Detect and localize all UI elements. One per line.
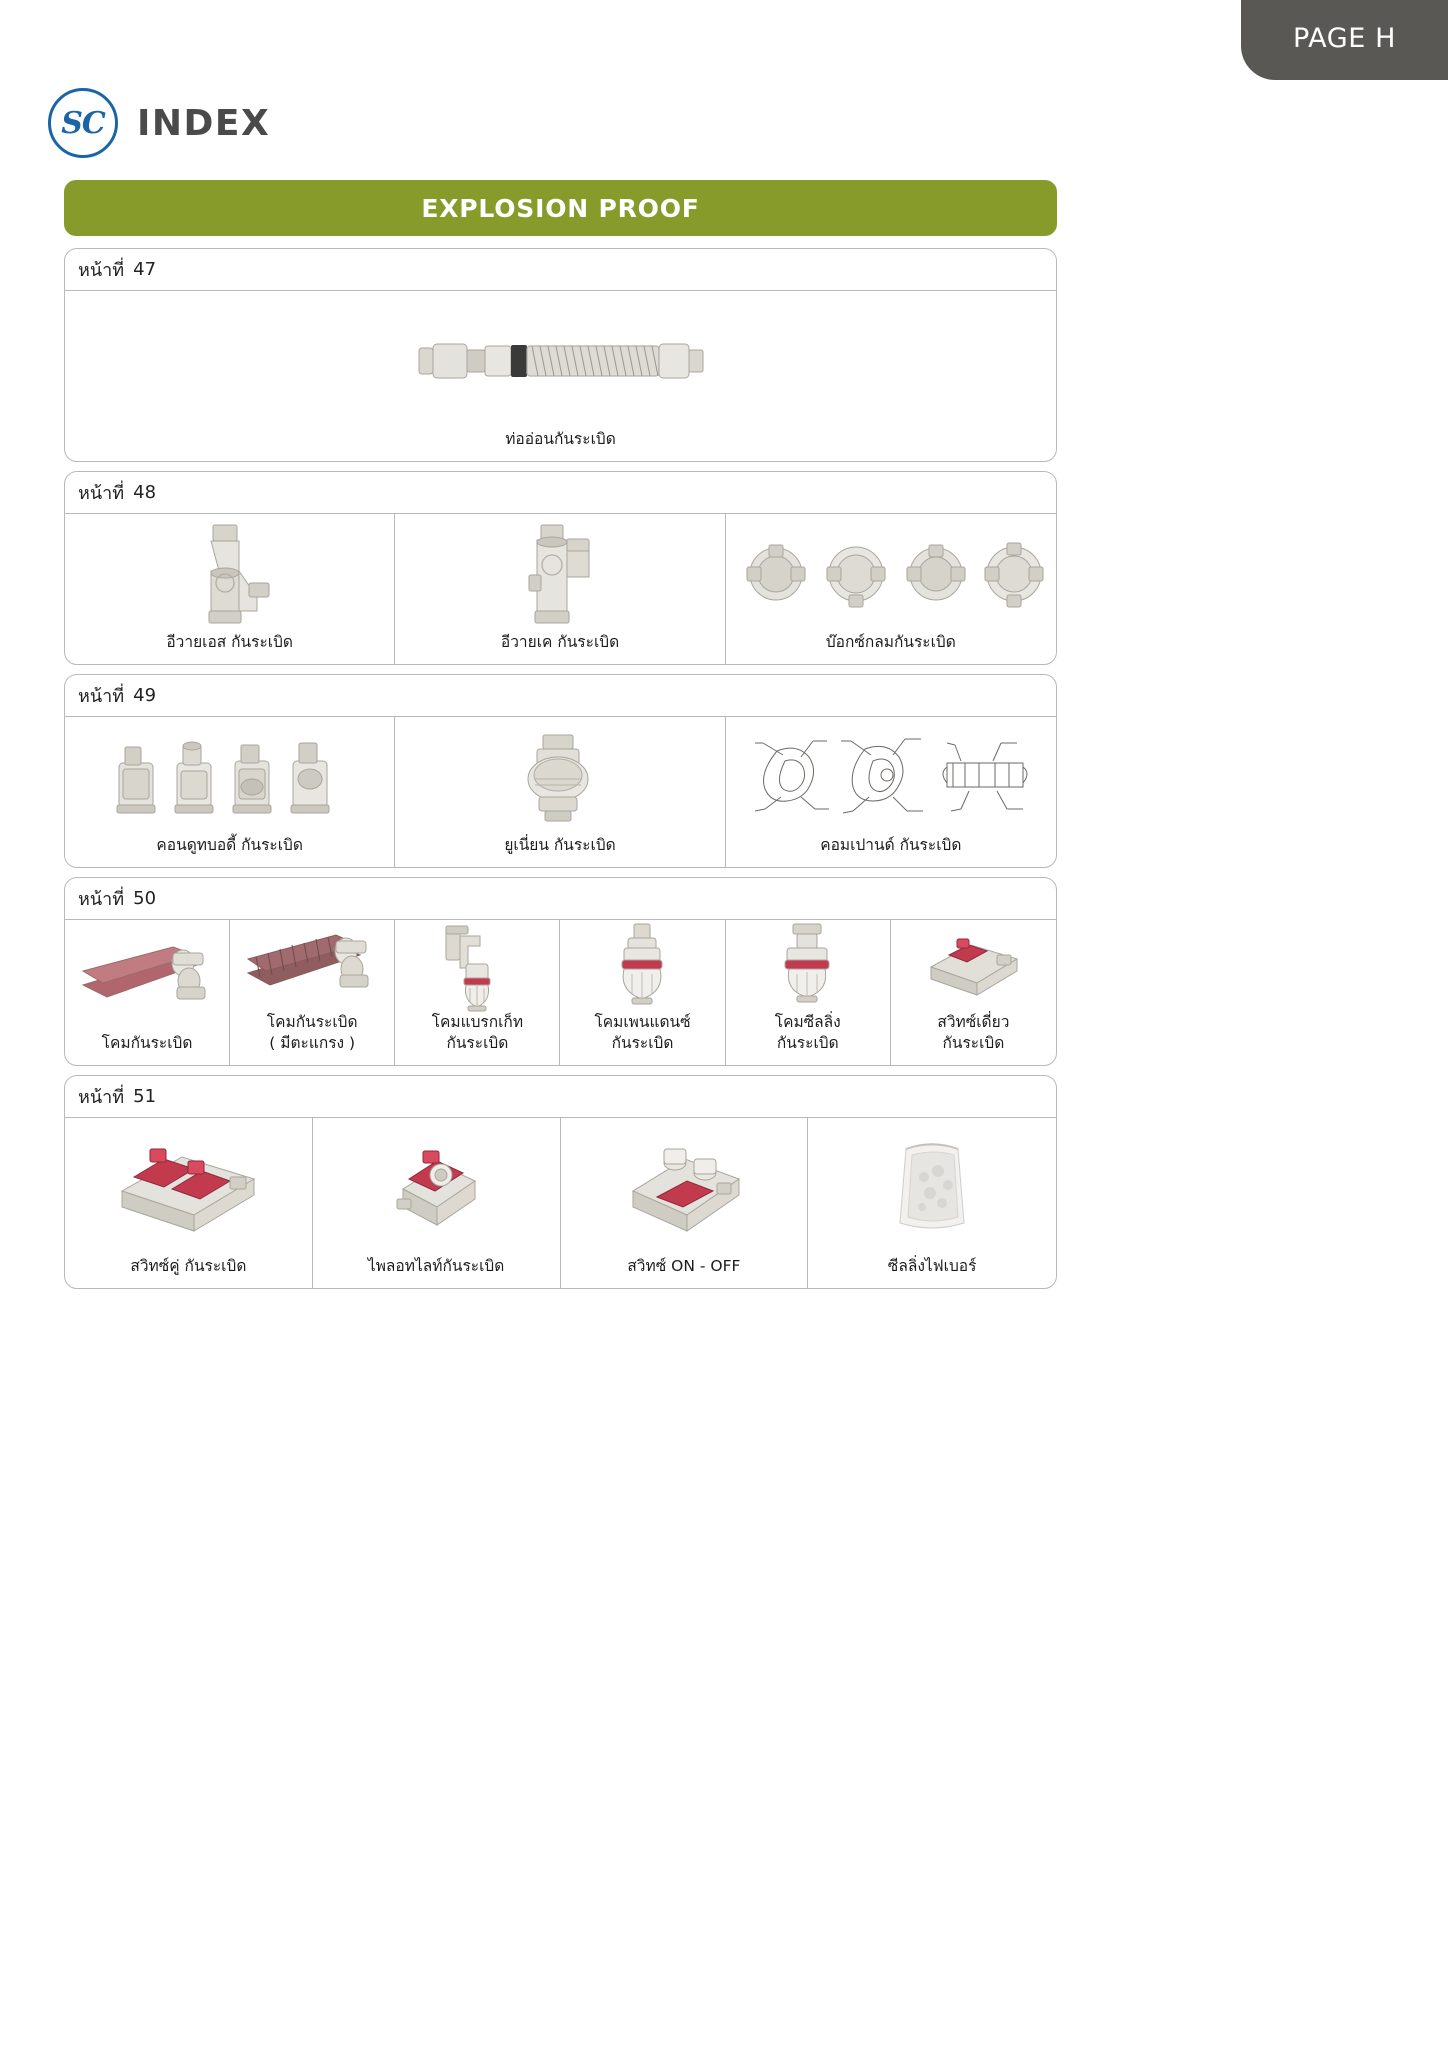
- card-grid-48: [65, 513, 1056, 664]
- page-title: INDEX: [137, 102, 271, 144]
- card-label-number: 48: [133, 482, 157, 503]
- product-cell[interactable]: [726, 717, 1056, 867]
- product-cell[interactable]: [65, 717, 395, 867]
- product-caption-line1: ยูเนี่ยน กันระเบิด: [504, 835, 616, 854]
- page-tab-label: PAGE H: [1292, 22, 1397, 54]
- eys-fitting-icon: [69, 522, 390, 626]
- product-caption: [102, 1033, 193, 1053]
- product-caption-line1: โคมกันระเบิด: [266, 1013, 358, 1032]
- index-card-50: [64, 877, 1057, 1066]
- product-cell[interactable]: [65, 514, 395, 664]
- card-label-prefix: หน้าที่: [78, 686, 125, 707]
- page-header: [48, 88, 270, 158]
- card-label-51: [65, 1076, 1056, 1117]
- product-caption: [820, 835, 961, 855]
- product-cell[interactable]: [313, 1118, 561, 1288]
- index-card-47: [64, 248, 1057, 462]
- product-caption-line1: ไพลอทไลท์กันระเบิด: [367, 1256, 505, 1275]
- ex-onoff-switch-icon: [565, 1126, 804, 1250]
- product-caption-line1: สวิทซ์ ON - OFF: [627, 1256, 741, 1275]
- product-cell[interactable]: [65, 920, 230, 1065]
- ex-fluorescent-light-guard-icon: [234, 928, 390, 1006]
- index-card-list: [64, 248, 1057, 1298]
- product-caption: [504, 835, 615, 855]
- card-label-number: 51: [133, 1086, 157, 1107]
- product-caption: [826, 632, 956, 652]
- product-caption: [501, 632, 619, 652]
- product-caption: [505, 429, 616, 449]
- card-label-49: [65, 675, 1056, 716]
- index-card-48: [64, 471, 1057, 665]
- product-caption-line2: กันระเบิด: [611, 1033, 674, 1052]
- product-caption: [594, 1012, 690, 1053]
- product-caption-line1: โคมซีลลิ่ง: [774, 1013, 841, 1032]
- union-fitting-icon: [399, 725, 720, 829]
- product-cell[interactable]: [561, 1118, 809, 1288]
- ex-bracket-light-icon: [399, 928, 555, 1006]
- product-cell[interactable]: [808, 1118, 1056, 1288]
- product-caption-line2: กันระเบิด: [446, 1033, 509, 1052]
- round-box-group-icon: [730, 522, 1052, 626]
- product-caption: [166, 632, 293, 652]
- sc-logo-icon: [48, 88, 118, 158]
- card-label-prefix: หน้าที่: [78, 483, 125, 504]
- product-cell[interactable]: [726, 514, 1056, 664]
- product-caption-line1: คอมเปานด์ กันระเบิด: [820, 835, 962, 854]
- product-caption-line1: อีวายเอส กันระเบิด: [166, 632, 294, 651]
- product-cell[interactable]: [65, 1118, 313, 1288]
- product-caption-line2: กันระเบิด: [776, 1033, 839, 1052]
- ex-pendant-light-icon: [564, 928, 720, 1006]
- product-caption-line1: โคมกันระเบิด: [101, 1033, 193, 1052]
- product-cell[interactable]: [395, 717, 725, 867]
- product-caption: [627, 1256, 740, 1276]
- ex-double-switch-icon: [69, 1126, 308, 1250]
- sc-logo-text: SC: [61, 105, 105, 141]
- product-caption: [368, 1256, 504, 1276]
- product-caption: [130, 1256, 246, 1276]
- card-label-48: [65, 472, 1056, 513]
- product-cell[interactable]: [230, 920, 395, 1065]
- card-grid-51: [65, 1117, 1056, 1288]
- product-caption-line2: กันระเบิด: [942, 1033, 1005, 1052]
- product-caption: [432, 1012, 523, 1053]
- product-caption-line1: บ๊อกซ์กลมกันระเบิด: [825, 632, 956, 651]
- flexible-conduit-icon: [69, 299, 1052, 423]
- card-grid-50: [65, 919, 1056, 1065]
- conduit-body-group-icon: [69, 725, 390, 829]
- ex-single-switch-icon: [895, 928, 1052, 1006]
- product-cell[interactable]: [65, 291, 1056, 461]
- card-label-prefix: หน้าที่: [78, 1087, 125, 1108]
- product-caption-line1: ซีลลิ่งไฟเบอร์: [887, 1256, 977, 1275]
- compound-diagram-icon: [730, 725, 1052, 829]
- page-tab: [1241, 0, 1448, 80]
- card-label-number: 50: [133, 888, 157, 909]
- ex-ceiling-light-icon: [730, 928, 886, 1006]
- product-cell[interactable]: [891, 920, 1056, 1065]
- product-caption: [775, 1012, 841, 1053]
- product-caption-line1: ท่ออ่อนกันระเบิด: [505, 429, 616, 448]
- product-cell[interactable]: [560, 920, 725, 1065]
- product-caption-line1: สวิทซ์คู่ กันระเบิด: [130, 1256, 247, 1275]
- product-caption: [937, 1012, 1009, 1053]
- card-grid-49: [65, 716, 1056, 867]
- ex-fluorescent-light-icon: [69, 928, 225, 1027]
- product-caption-line1: โคมเพนแดนซ์: [594, 1013, 691, 1032]
- product-caption: [888, 1256, 977, 1276]
- ex-pilot-light-icon: [317, 1126, 556, 1250]
- index-card-49: [64, 674, 1057, 868]
- product-caption: [267, 1012, 358, 1053]
- card-label-number: 47: [133, 259, 157, 280]
- product-caption-line2: ( มีตะแกรง ): [269, 1033, 356, 1052]
- eyk-fitting-icon: [399, 522, 720, 626]
- card-label-prefix: หน้าที่: [78, 889, 125, 910]
- product-caption-line1: สวิทซ์เดี่ยว: [937, 1013, 1010, 1032]
- card-label-number: 49: [133, 685, 157, 706]
- card-label-47: [65, 249, 1056, 290]
- product-cell[interactable]: [726, 920, 891, 1065]
- product-cell[interactable]: [395, 514, 725, 664]
- product-caption-line1: อีวายเค กันระเบิด: [500, 632, 620, 651]
- index-card-51: [64, 1075, 1057, 1289]
- card-label-prefix: หน้าที่: [78, 260, 125, 281]
- section-banner-title: EXPLOSION PROOF: [421, 193, 700, 223]
- product-caption-line1: คอนดูทบอดี้ กันระเบิด: [156, 835, 303, 854]
- card-label-50: [65, 878, 1056, 919]
- product-caption: [156, 835, 303, 855]
- card-grid-47: [65, 290, 1056, 461]
- sealing-fiber-bag-icon: [812, 1126, 1052, 1250]
- product-caption-line1: โคมแบรกเก็ท: [431, 1013, 524, 1032]
- section-banner: [64, 180, 1057, 236]
- product-cell[interactable]: [395, 920, 560, 1065]
